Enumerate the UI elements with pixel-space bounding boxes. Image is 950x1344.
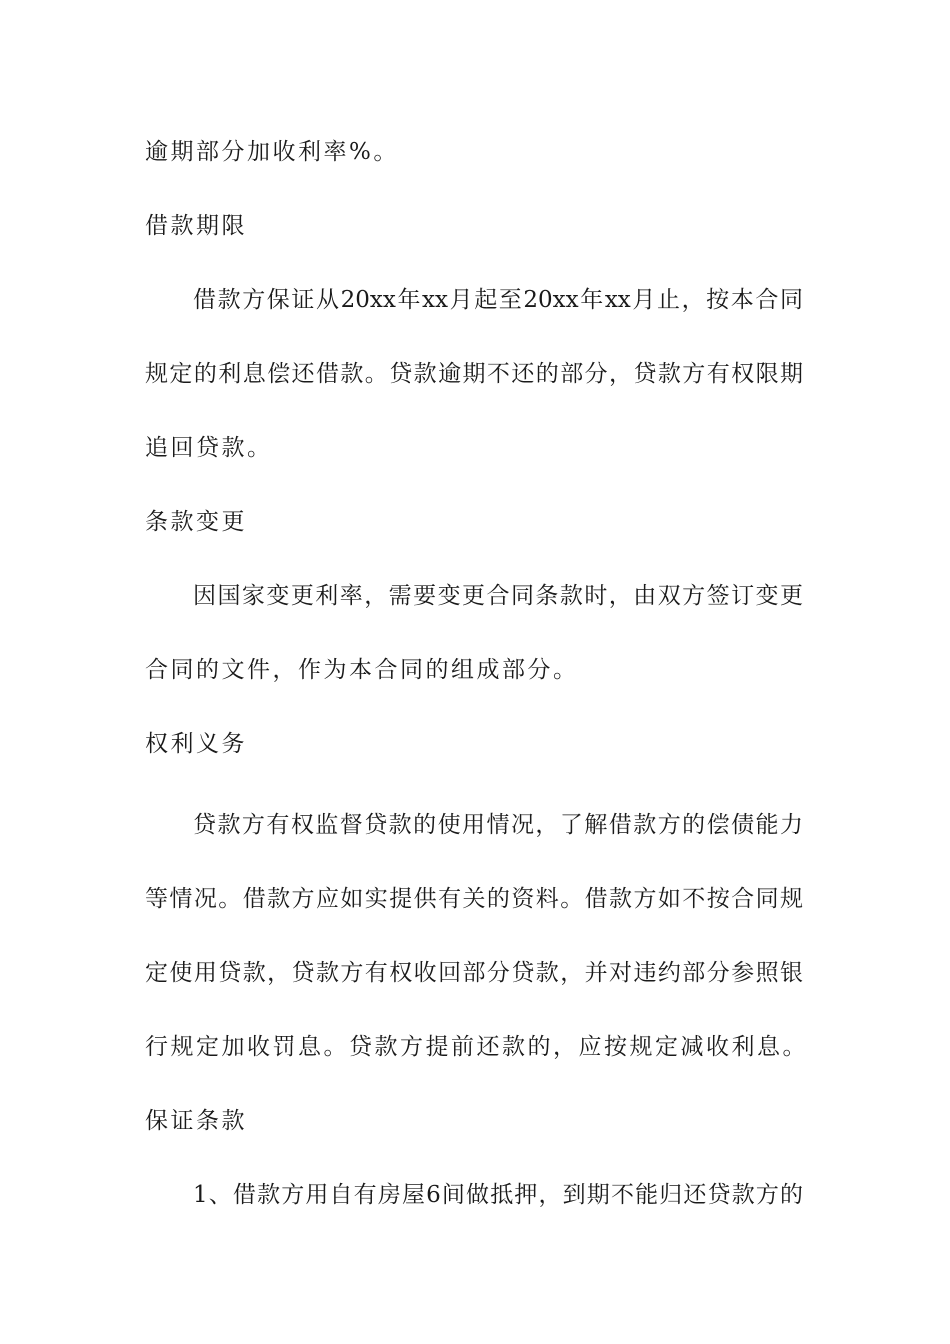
section-heading: 保证条款 (145, 1108, 247, 1134)
paragraph-line: 定使用贷款，贷款方有权收回部分贷款，并对违约部分参照银 (145, 960, 803, 986)
section-heading: 权利义务 (145, 731, 247, 757)
paragraph-line: 因国家变更利率，需要变更合同条款时，由双方签订变更 (193, 583, 803, 609)
paragraph-line: 规定的利息偿还借款。贷款逾期不还的部分，贷款方有权限期 (145, 361, 803, 387)
paragraph-line: 贷款方有权监督贷款的使用情况，了解借款方的偿债能力 (193, 812, 803, 838)
paragraph-line: 合同的文件，作为本合同的组成部分。 (145, 657, 579, 683)
paragraph-line: 逾期部分加收利率%。 (145, 139, 399, 165)
section-heading: 借款期限 (145, 213, 247, 239)
section-heading: 条款变更 (145, 509, 247, 535)
paragraph-line: 等情况。借款方应如实提供有关的资料。借款方如不按合同规 (145, 886, 803, 912)
paragraph-line: 借款方保证从20xx年xx月起至20xx年xx月止，按本合同 (193, 287, 803, 313)
paragraph-line: 行规定加收罚息。贷款方提前还款的，应按规定减收利息。 (145, 1034, 808, 1060)
paragraph-line: 1、借款方用自有房屋6间做抵押，到期不能归还贷款方的 (193, 1182, 803, 1208)
paragraph-line: 追回贷款。 (145, 435, 273, 461)
